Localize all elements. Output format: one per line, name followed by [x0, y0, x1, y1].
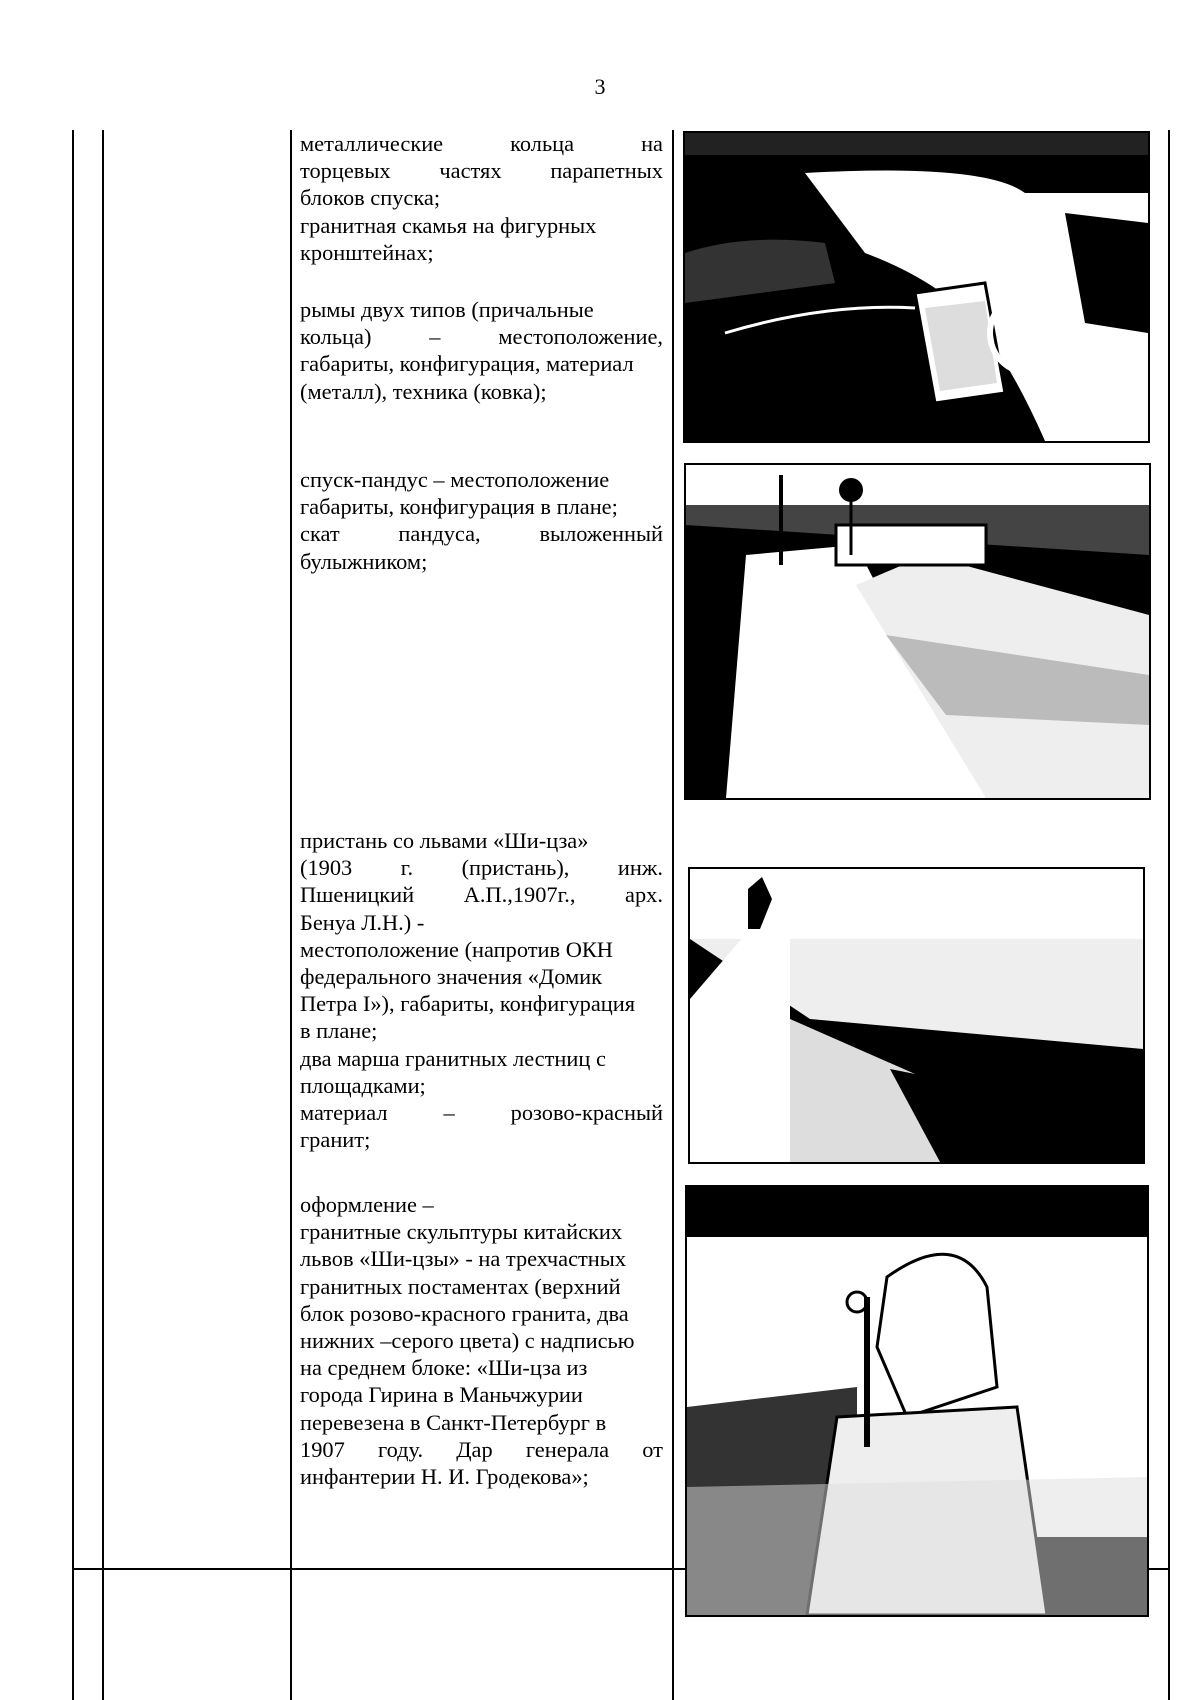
word: местоположение,	[498, 324, 663, 350]
text-line: площадками;	[300, 1072, 426, 1098]
photo-ramp	[684, 463, 1151, 800]
text-line: гранитная скамья на фигурных	[300, 212, 597, 238]
word: частях	[439, 158, 502, 184]
page-number: 3	[594, 74, 606, 99]
word: арх.	[625, 882, 663, 908]
text-line: рымы двух типов (причальные	[300, 297, 594, 322]
entry-decor	[300, 1191, 663, 1490]
text-line: гранитных постаментах (верхний	[300, 1273, 621, 1299]
word: на	[641, 131, 663, 156]
word: г.	[400, 855, 414, 881]
word: А.П.,1907г.,	[463, 882, 576, 908]
word: –	[429, 324, 441, 350]
word: году.	[377, 1436, 424, 1462]
entry-rings	[300, 130, 663, 266]
photo-shi-tsza-lion	[685, 1185, 1149, 1617]
text-line: Бенуа Л.Н.) -	[300, 909, 425, 935]
word: металлические	[300, 131, 444, 156]
text-line: федерального значения «Домик	[300, 964, 602, 990]
text-line: инфантерии Н. И. Гродекова»;	[300, 1464, 589, 1490]
text-line: Петра I»), габариты, конфигурация	[300, 991, 636, 1017]
word: (1903	[300, 855, 353, 881]
text-line: спуск-пандус – местоположение	[300, 467, 610, 492]
column-divider-1	[102, 130, 104, 1700]
word: выложенный	[539, 521, 663, 547]
word: от	[642, 1436, 663, 1462]
text-line: гранит;	[300, 1127, 371, 1153]
word: 1907	[300, 1436, 345, 1462]
text-line: местоположение (напротив ОКН	[300, 936, 613, 962]
text-line: нижних –серого цвета) с надписью	[300, 1328, 635, 1354]
text-line	[300, 157, 663, 184]
text-line: габариты, конфигурация, материал	[300, 351, 634, 377]
text-line: кронштейнах;	[300, 239, 434, 265]
text-line: блоков спуска;	[300, 185, 441, 211]
text-line	[300, 881, 663, 908]
text-line	[300, 1436, 663, 1463]
text-line	[300, 854, 663, 881]
word: торцевых	[300, 158, 391, 184]
photo-pier	[688, 867, 1145, 1164]
text-line	[300, 1099, 663, 1126]
word: скат	[300, 521, 340, 547]
word: –	[443, 1100, 455, 1126]
word: Дар	[456, 1436, 493, 1462]
word: парапетных	[550, 158, 663, 184]
column-divider-2	[290, 130, 292, 1700]
entry-mooring	[300, 296, 663, 405]
text-line: два марша гранитных лестниц с	[300, 1045, 606, 1071]
word: кольца)	[300, 324, 372, 350]
text-line: оформление –	[300, 1192, 434, 1217]
text-line	[300, 323, 663, 350]
text-line: блок розово-красного гранита, два	[300, 1300, 629, 1326]
text-line: гранитные скульптуры китайских	[300, 1219, 623, 1245]
word: розово-красный	[510, 1100, 663, 1126]
text-line: перевезена в Санкт-Петербург в	[300, 1409, 607, 1435]
text-line	[300, 130, 663, 157]
word: инж.	[617, 855, 663, 881]
text-line: габариты, конфигурация в плане;	[300, 494, 618, 520]
word: материал	[300, 1100, 388, 1126]
column-divider-3	[672, 130, 674, 1700]
word: Пшеницкий	[300, 882, 415, 908]
word: пандуса,	[398, 521, 481, 547]
text-line: булыжником;	[300, 548, 428, 574]
text-line: (металл), техника (ковка);	[300, 378, 547, 404]
text-line	[300, 520, 663, 547]
text-line: в плане;	[300, 1018, 378, 1044]
word: кольца	[510, 131, 575, 156]
word: (пристань),	[461, 855, 570, 881]
entry-ramp	[300, 466, 663, 575]
photo-granite-bench	[683, 131, 1150, 443]
text-line: пристань со львами «Ши-цза»	[300, 828, 589, 853]
entry-pier	[300, 827, 663, 1153]
text-line: львов «Ши-цзы» - на трехчастных	[300, 1246, 627, 1272]
word: генерала	[525, 1436, 610, 1462]
text-line: города Гирина в Маньчжурии	[300, 1382, 583, 1408]
text-line: на среднем блоке: «Ши-цза из	[300, 1355, 588, 1381]
